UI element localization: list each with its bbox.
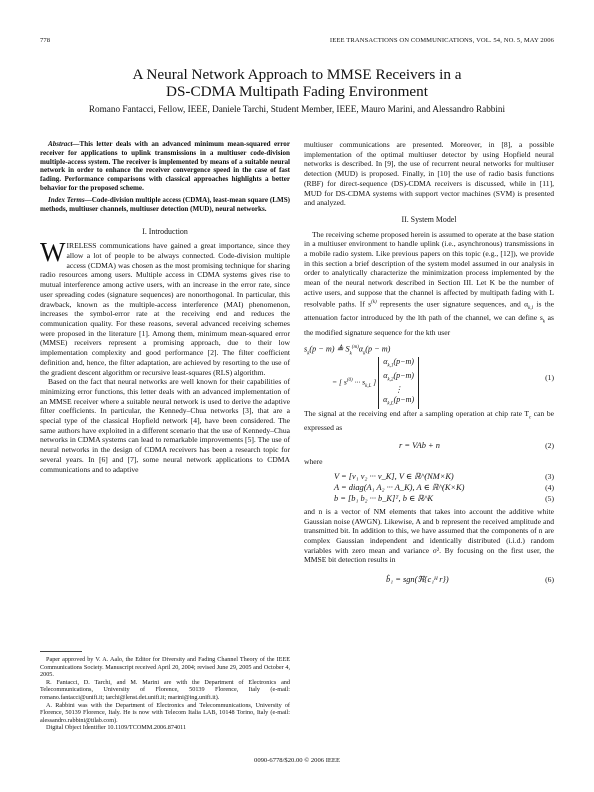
equation-6 [304,575,554,589]
equation-5-number: (5) [545,493,554,503]
title-line-2: DS-CDMA Multipath Fading Environment [166,83,428,100]
section-heading-introduction: I. Introduction [142,227,188,237]
running-header: IEEE TRANSACTIONS ON COMMUNICATIONS, VOL. 54, NO. 5, MAY 2006 [329,37,554,44]
footnote-affiliation-1: R. Fantacci, D. Tarchi, and M. Marini are with the Department of Electronics and Telecommunications, University of Florence, 50139 Florence, Italy (e-mail: romano.fantacci@unifi.it; tarchi@lenst.det.unifi.it; marini@ing.unifi.it). [40,678,290,701]
equation-6-body: b̂₁ = sgn(ℜ{c₁ᴴ r}) [386,575,449,585]
drop-cap: W [40,237,66,268]
equation-1-vector: $\alpha_{k,1}(p-m)$ $\alpha_{k,2}(p-m)$ ⋮ $\alpha_{k,L}(p-m)$ [378,357,419,409]
intro-paragraph-1: IRELESS communications have gained a great importance, since they allow a lot of people to be always connected. Code-division multiple access (CDMA) was chosen as the most promising technique for sharing radio resources among users. Multiple access in CDMA systems gives rise to mutual interference among active users, with an increase in the error rate, since user spreading codes (signature sequences) are nonorthogonal. In particular, this drawback, known as the multiple-access interference (MAI) phenomenon, increases the symbol-error rate at the receiving end and reduces the communication quality. For these reasons, several advanced receiving schemes were proposed in the literature [1]. Among them, minimum mean-squared error (MMSE) receivers represent a promising approach, due to their low implementation complexity and good performance [2]. The filter coefficient definition and, hence, the filter adaptation, are achieved by resorting to the use of the gradient descent algorithm or recursive least-squares (RLS) algorithm. [40,241,290,377]
left-column [40,140,290,474]
equation-2-body: r = VAb + n [399,441,440,451]
right-column [304,140,554,589]
equation-1-number: (1) [545,373,554,383]
where-label: where [304,457,323,467]
footnote-affiliation-2: A. Rabbini was with the Department of Electronics and Telecommunications, University of Florence, 50139 Florence, Italy. He is now with Telecom Italia LAB, 10148 Torino, Italy (e-mail: alessandro.rabbini@tilab.com). [40,701,290,724]
system-model-paragraph-1: The receiving scheme proposed herein is assumed to operate at the base station in a multiuser environment to handle uplink (i.e., asynchronous) transmissions in a mobile radio system. Like previous papers on this topic (e.g., [12]), we provide in this section a brief description of the system model assumed in our analysis in order to analytically characterize the minimization process implemented by the mean of the neural network described in Section III. Let K be the number of active users, and suppose that the channel is affected by multipath fading with L resolvable paths. If $s^{(k)}$ represents the user signature sequences, and $\alpha_{k,l}$ is the attenuation factor introduced by the lth path of the channel, we can define $s_k$ as the modified signature sequence for the kth user [304,229,554,337]
equation-4-body: A = diag(A₁ A₂ ··· A_K), A ∈ ℝ^(K×K) [334,482,465,492]
footnote-rule [40,651,82,652]
equation-1-lhs: $s_k(p - m)$ ≜ $S_k^{(m)}\alpha_k(p - m)$ [304,344,391,357]
equation-2-number: (2) [545,441,554,451]
page-number: 778 [40,37,51,44]
equation-6-number: (6) [545,575,554,585]
intro-paragraph-3: multiuser communications are presented. Moreover, in [8], a possible implementation of the optimal multiuser detector by using Hopfield neural networks is described. In [9], the use of recurrent neural networks for multiuser detection (MUD) is proposed. Finally, in [10] the use of radio basis functions (RBF) for direct-sequence (DS)-CDMA receivers is discussed, while in [11], MUD for DS-CDMA systems with support vector machines (SVM) is presented and analyzed. [304,140,554,208]
author-list: Romano Fantacci, Fellow, IEEE, Daniele Tarchi, Student Member, IEEE, Mauro Marini, and Alessandro Rabbini [88,104,506,114]
equation-2 [304,441,554,455]
abstract-label: Abstract— [48,140,80,148]
equation-1-rhs: = [ $s^{(0)}$ ··· $s_{k,L}$ ] $\alpha_{k,1}(p-m)$ $\alpha_{k,2}(p-m)$ ⋮ $\alpha_{k,L}(p-m)$ [332,357,419,409]
index-terms-text: Code-division multiple access (CDMA), least-mean square (LMS) methods, multiuser channels, multiuser detection (MUD), neural networks. [40,195,290,213]
footnotes [40,656,290,732]
footnote-doi: Digital Object Identifier 10.1109/TCOMM.2006.874011 [46,724,187,732]
equation-3-body: V = [v₁ v₂ ··· v_K], V ∈ ℝ^(NM×K) [334,471,454,481]
abstract [40,140,290,213]
equation-3 [304,472,554,483]
footnote-editor: Paper approved by V. A. Aalo, the Editor for Diversity and Fading Channel Theory of the IEEE Communications Society. Manuscript received April 20, 2004; revised June 29, 2005 and October 4, 2005. [40,656,290,679]
equation-3-number: (3) [545,471,554,481]
equation-5 [304,494,554,507]
abstract-text: This letter deals with an advanced minimum mean-squared error receiver for applications to uplink transmissions in a multiuser code-division multiple-access system. The receiver is implemented by means of a suitable neural network in order to enhance the receiver convergence speed in the case of fast fading. Performance comparisons with classical approaches highlights a better behavior for the proposed scheme. [40,140,290,192]
system-model-paragraph-2: The signal at the receiving end after a sampling operation at chip rate $T_c$ can be expressed as [304,409,554,433]
section-heading-system-model: II. System Model [401,214,457,224]
copyright-footer: 0090-6778/$20.00 © 2006 IEEE [254,757,340,764]
paper-title [40,66,554,100]
title-line-1: A Neural Network Approach to MMSE Receivers in a [132,66,462,83]
equation-4-number: (4) [545,482,554,492]
equation-5-body: b = [b₁ b₂ ··· b_K]ᵀ, b ∈ ℝ^K [334,493,434,503]
equation-1 [304,341,554,409]
intro-paragraph-2: Based on the fact that neural networks are well known for their capabilities of minimizing error functions, this letter deals with an advanced implementation of an MMSE receiver where a suitable neural network is used to derive the adaptive filter coefficients. In particular, the Kennedy–Chua networks [3], that are a special type of the classical Hopfield network [4], have been considered. The same authors have exploited in a different scenario that the use of Kennedy–Chua networks in CDMA systems can lead to remarkable improvements [5]. The use of neural networks in the design of CDMA receivers has been a research topic for several years. In [6] and [7], some neural network applications to CDMA communications and to adaptive [40,377,290,474]
index-terms-label: Index Terms— [48,195,92,204]
system-model-paragraph-3: and n is a vector of NM elements that takes into account the additive white Gaussian noise (AWGN). Likewise, A and b represent the received amplitude and transmitted bit. In addition to this, we have assumed that the components of n are complex Gaussian independent and identically distributed (i.i.d.) random variables with zero mean and variance σ². By focusing on the first user, the MMSE bit detection results in [304,506,554,565]
equation-4 [304,483,554,494]
introduction-body [40,237,290,474]
